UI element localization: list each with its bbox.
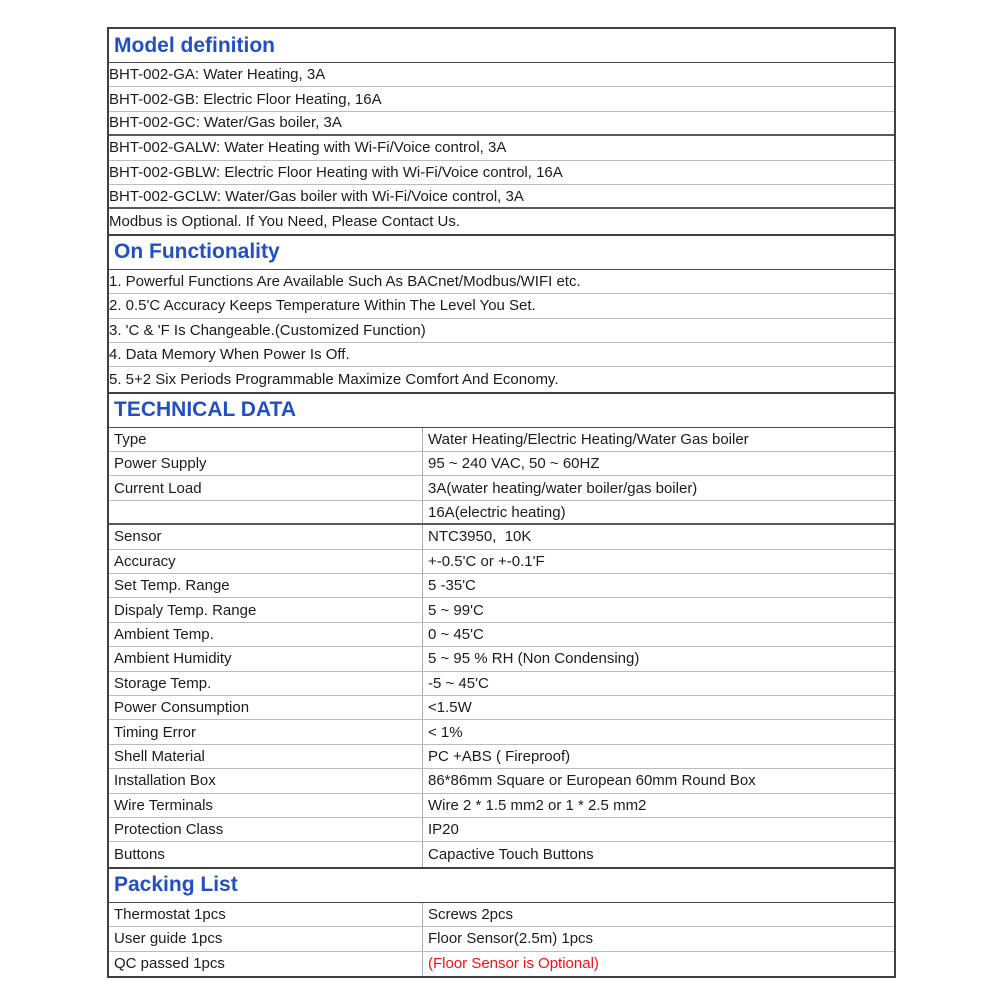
- technical-data-value: Capactive Touch Buttons: [428, 846, 594, 864]
- technical-data-row: [109, 428, 894, 452]
- packing-list-rows: [109, 903, 894, 976]
- technical-data-label: Power Supply: [109, 452, 423, 475]
- packing-list-value: (Floor Sensor is Optional): [428, 955, 599, 973]
- model-definition-row: BHT-002-GCLW: Water/Gas boiler with Wi-Fi/Voice control, 3A: [109, 185, 894, 209]
- spec-table: [107, 27, 896, 978]
- technical-data-label: Dispaly Temp. Range: [109, 598, 423, 621]
- technical-data-value: +-0.5'C or +-0.1'F: [428, 552, 545, 570]
- packing-list-label: Thermostat 1pcs: [109, 903, 423, 926]
- section-title-model-definition: Model definition: [109, 29, 894, 63]
- functionality-row: 5. 5+2 Six Periods Programmable Maximize Comfort And Economy.: [109, 370, 559, 388]
- functionality-row: 1. Powerful Functions Are Available Such As BACnet/Modbus/WIFI etc.: [109, 270, 894, 294]
- technical-data-label: Installation Box: [109, 769, 423, 792]
- packing-list-label: QC passed 1pcs: [109, 952, 423, 976]
- technical-data-value: < 1%: [428, 723, 463, 741]
- technical-data-value: NTC3950, 10K: [428, 528, 532, 546]
- technical-data-value: Wire 2 * 1.5 mm2 or 1 * 2.5 mm2: [428, 796, 647, 814]
- technical-data-rows: [109, 428, 894, 867]
- packing-list-row: [109, 952, 894, 976]
- technical-data-label: Wire Terminals: [109, 794, 423, 817]
- technical-data-value: PC +ABS ( Fireproof): [428, 747, 571, 765]
- technical-data-row: [109, 598, 894, 622]
- technical-data-row: [109, 672, 894, 696]
- technical-data-label: Buttons: [109, 842, 423, 866]
- technical-data-label: Protection Class: [109, 818, 423, 841]
- technical-data-value: 95 ~ 240 VAC, 50 ~ 60HZ: [428, 455, 600, 473]
- technical-data-row: [109, 452, 894, 476]
- technical-data-value: -5 ~ 45'C: [428, 674, 489, 692]
- technical-data-label: Power Consumption: [109, 696, 423, 719]
- technical-data-value: <1.5W: [428, 699, 472, 717]
- packing-list-value: Floor Sensor(2.5m) 1pcs: [428, 930, 594, 948]
- packing-list-row: [109, 927, 894, 951]
- technical-data-row: [109, 769, 894, 793]
- packing-list-value: Screws 2pcs: [428, 905, 514, 923]
- technical-data-value: 86*86mm Square or European 60mm Round Box: [428, 772, 756, 790]
- model-definition-row: BHT-002-GA: Water Heating, 3A: [109, 63, 894, 87]
- technical-data-row: [109, 525, 894, 549]
- technical-data-row: [109, 647, 894, 671]
- functionality-row: 2. 0.5'C Accuracy Keeps Temperature Within The Level You Set.: [109, 294, 894, 318]
- section-packing-list: [109, 869, 894, 976]
- technical-data-value: 5 ~ 99'C: [428, 601, 484, 619]
- technical-data-row: [109, 794, 894, 818]
- technical-data-row: [109, 842, 894, 866]
- technical-data-value: 16A(electric heating): [428, 503, 566, 521]
- technical-data-label: Storage Temp.: [109, 672, 423, 695]
- technical-data-label: Ambient Humidity: [109, 647, 423, 670]
- technical-data-label: Set Temp. Range: [109, 574, 423, 597]
- section-title-technical-data: TECHNICAL DATA: [109, 394, 894, 428]
- section-functionality: [109, 236, 894, 394]
- technical-data-value: 5 -35'C: [428, 577, 476, 595]
- section-model-definition: [109, 29, 894, 236]
- technical-data-row: [109, 476, 894, 500]
- technical-data-value: Water Heating/Electric Heating/Water Gas boiler: [428, 430, 749, 448]
- technical-data-label: Current Load: [109, 476, 423, 499]
- model-definition-row: Modbus is Optional. If You Need, Please Contact Us.: [109, 213, 461, 231]
- technical-data-label: [109, 501, 423, 523]
- model-definition-row: BHT-002-GBLW: Electric Floor Heating with Wi-Fi/Voice control, 16A: [109, 161, 894, 185]
- functionality-rows: [109, 270, 894, 392]
- technical-data-label: Type: [109, 428, 423, 451]
- technical-data-value: 0 ~ 45'C: [428, 626, 484, 643]
- technical-data-label: Accuracy: [109, 550, 423, 573]
- technical-data-row: [109, 501, 894, 525]
- technical-data-label: Ambient Temp.: [109, 623, 423, 646]
- packing-list-row: [109, 903, 894, 927]
- technical-data-row: [109, 818, 894, 842]
- technical-data-row: [109, 550, 894, 574]
- technical-data-row: [109, 720, 894, 744]
- technical-data-label: Timing Error: [109, 720, 423, 743]
- packing-list-label: User guide 1pcs: [109, 927, 423, 950]
- model-definition-rows: [109, 63, 894, 234]
- functionality-row: 3. 'C & 'F Is Changeable.(Customized Function): [109, 319, 894, 343]
- technical-data-row: [109, 745, 894, 769]
- technical-data-row: [109, 696, 894, 720]
- section-title-functionality: On Functionality: [109, 236, 894, 270]
- technical-data-label: Shell Material: [109, 745, 423, 768]
- section-title-packing-list: Packing List: [109, 869, 894, 903]
- section-technical-data: [109, 394, 894, 869]
- technical-data-value: 5 ~ 95 % RH (Non Condensing): [428, 650, 640, 668]
- technical-data-row: [109, 574, 894, 598]
- model-definition-row: BHT-002-GB: Electric Floor Heating, 16A: [109, 87, 894, 111]
- technical-data-value: 3A(water heating/water boiler/gas boiler): [428, 479, 698, 497]
- model-definition-row: BHT-002-GALW: Water Heating with Wi-Fi/Voice control, 3A: [109, 136, 894, 160]
- technical-data-row: [109, 623, 894, 647]
- functionality-row: 4. Data Memory When Power Is Off.: [109, 343, 894, 367]
- technical-data-value: IP20: [428, 821, 459, 839]
- technical-data-label: Sensor: [109, 525, 423, 548]
- model-definition-row: BHT-002-GC: Water/Gas boiler, 3A: [109, 112, 894, 136]
